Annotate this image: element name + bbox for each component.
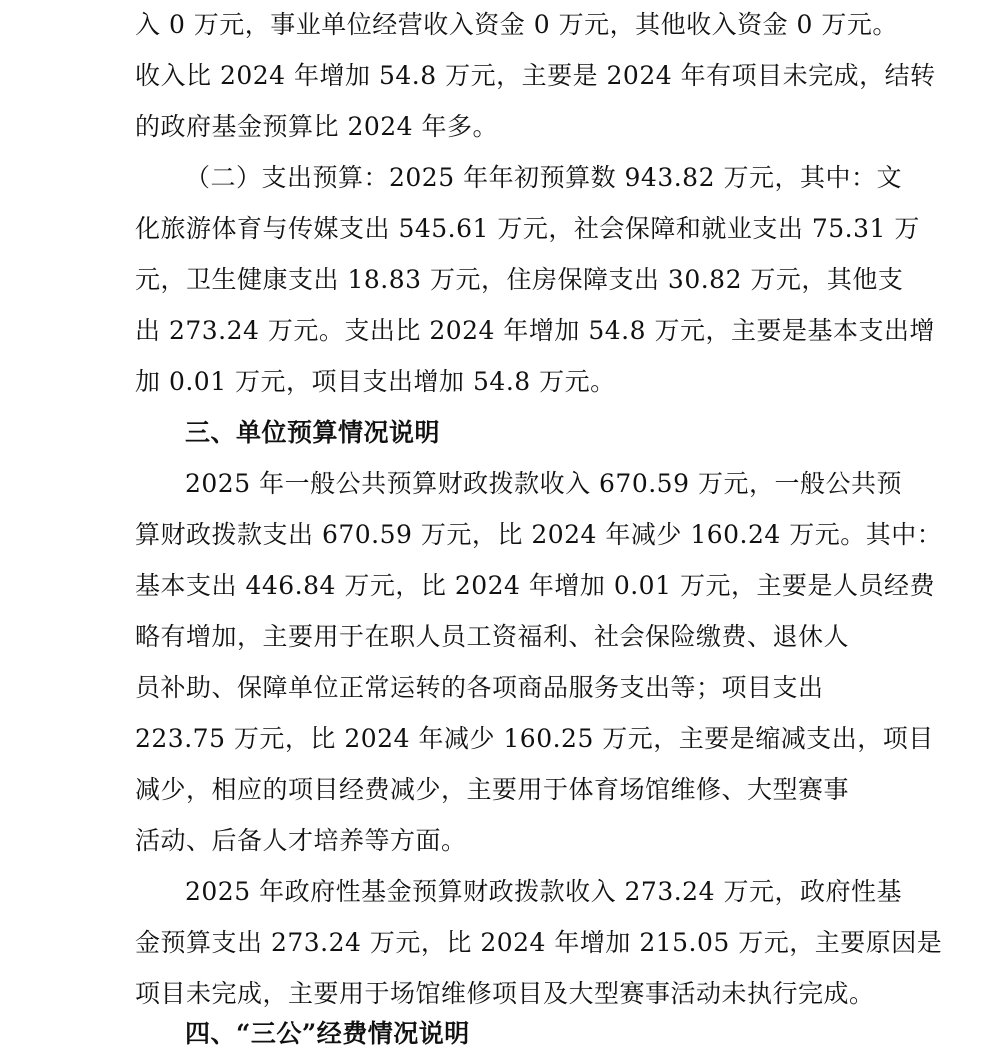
body-line: 金预算支出 273.24 万元，比 2024 年增加 215.05 万元，主要原因是 — [135, 928, 943, 957]
paragraph-start-line: （二）支出预算：2025 年年初预算数 943.82 万元，其中：文 — [185, 163, 902, 192]
body-line: 加 0.01 万元，项目支出增加 54.8 万元。 — [135, 367, 616, 396]
paragraph-start-line: 2025 年政府性基金预算财政拨款收入 273.24 万元，政府性基 — [185, 877, 902, 906]
body-line: 减少，相应的项目经费减少，主要用于体育场馆维修、大型赛事 — [135, 775, 850, 804]
body-line: 基本支出 446.84 万元，比 2024 年增加 0.01 万元，主要是人员经费 — [135, 571, 935, 600]
body-line: 元，卫生健康支出 18.83 万元，住房保障支出 30.82 万元，其他支 — [135, 265, 904, 294]
body-line: 入 0 万元，事业单位经营收入资金 0 万元，其他收入资金 0 万元。 — [135, 10, 898, 39]
body-line: 活动、后备人才培养等方面。 — [135, 826, 467, 855]
body-line: 223.75 万元，比 2024 年减少 160.25 万元，主要是缩减支出，项目 — [135, 724, 934, 753]
section-heading: 四、“三公”经费情况说明 — [185, 1019, 470, 1048]
body-line: 收入比 2024 年增加 54.8 万元，主要是 2024 年有项目未完成，结转 — [135, 61, 936, 90]
body-line: 的政府基金预算比 2024 年多。 — [135, 112, 499, 141]
body-line: 化旅游体育与传媒支出 545.61 万元，社会保障和就业支出 75.31 万 — [135, 214, 920, 243]
paragraph-start-line: 2025 年一般公共预算财政拨款收入 670.59 万元，一般公共预 — [185, 469, 902, 498]
body-line: 算财政拨款支出 670.59 万元，比 2024 年减少 160.24 万元。其中： — [135, 520, 943, 549]
body-line: 员补助、保障单位正常运转的各项商品服务支出等；项目支出 — [135, 673, 824, 702]
body-line: 项目未完成，主要用于场馆维修项目及大型赛事活动未执行完成。 — [135, 979, 875, 1008]
body-line: 出 273.24 万元。支出比 2024 年增加 54.8 万元，主要是基本支出增 — [135, 316, 935, 345]
body-line: 略有增加，主要用于在职人员工资福利、社会保险缴费、退休人 — [135, 622, 850, 651]
section-heading: 三、单位预算情况说明 — [185, 418, 441, 447]
